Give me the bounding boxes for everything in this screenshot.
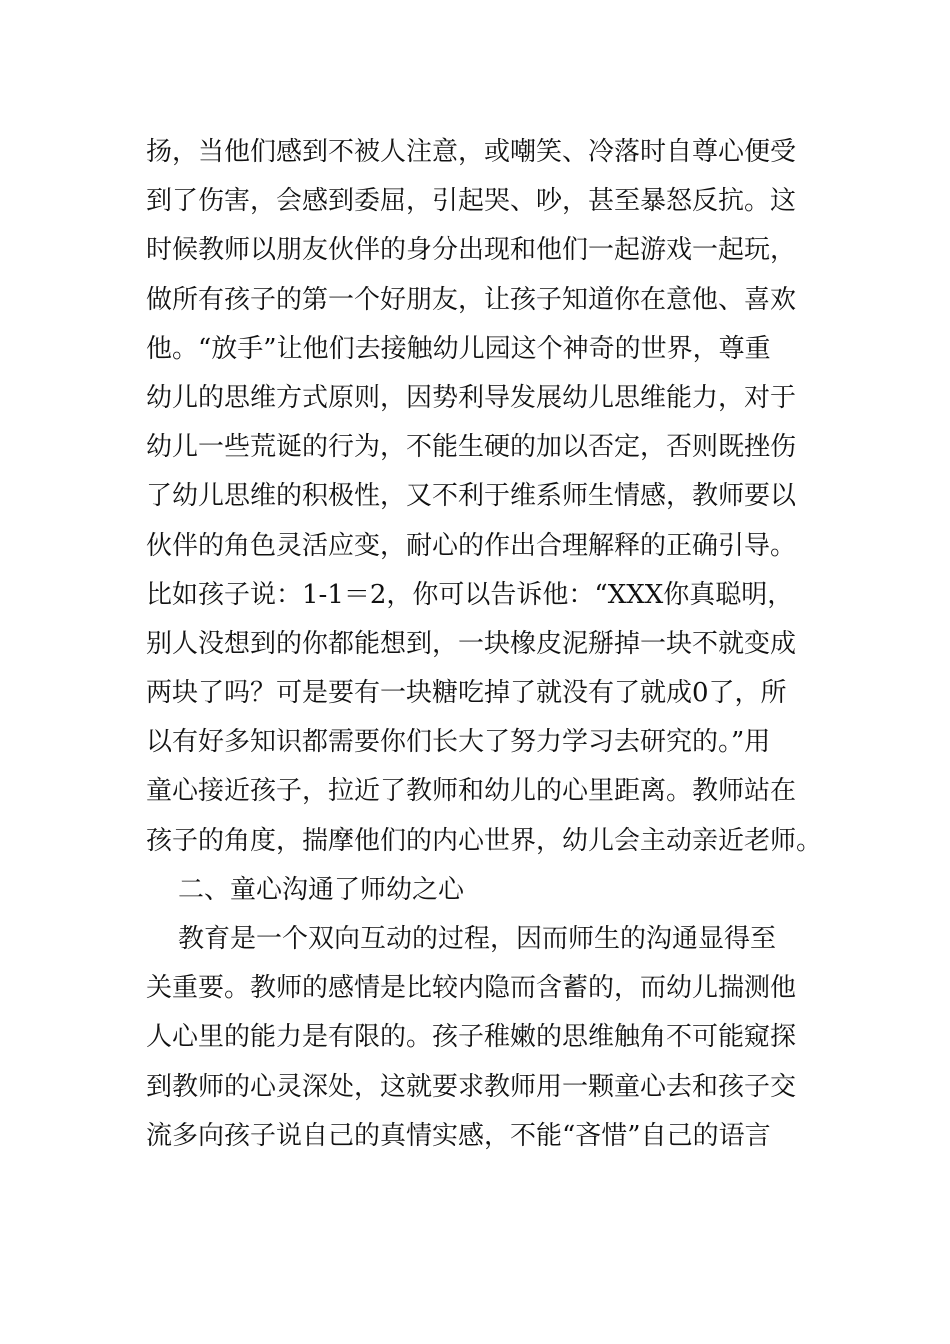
body-line-3: 时候教师以朋友伙伴的身分出现和他们一起游戏一起玩， (146, 235, 797, 266)
body-line-1: 扬，当他们感到不被人注意，或嘲笑、冷落时自尊心便受 (146, 137, 797, 167)
body-line-7: 幼儿一些荒诞的行为，不能生硬的加以否定，否则既挫伤 (146, 432, 797, 463)
body-line-12: 两块了吗？可是要有一块糖吃掉了就没有了就成0了，所 (146, 678, 787, 709)
body-line-19: 人心里的能力是有限的。孩子稚嫩的思维触角不可能窥探 (146, 1022, 797, 1053)
body-line-9: 伙伴的角色灵活应变，耐心的作出合理解释的正确引导。 (146, 530, 797, 561)
body-line-2: 到了伤害，会感到委屈，引起哭、吵，甚至暴怒反抗。这 (146, 186, 797, 217)
body-line-10: 比如孩子说：1-1＝2，你可以告诉他：“XXX你真聪明， (146, 579, 794, 610)
body-line-4: 做所有孩子的第一个好朋友，让孩子知道你在意他、喜欢 (146, 284, 797, 315)
body-line-20: 到教师的心灵深处，这就要求教师用一颗童心去和孩子交 (146, 1071, 797, 1102)
document-body (146, 128, 826, 1161)
body-line-18: 关重要。教师的感情是比较内隐而含蓄的，而幼儿揣测他 (146, 973, 797, 1004)
body-line-14: 童心接近孩子，拉近了教师和幼儿的心里距离。教师站在 (146, 776, 797, 807)
body-line-13: 以有好多知识都需要你们长大了努力学习去研究的。”用 (146, 727, 771, 758)
body-line-11: 别人没想到的你都能想到，一块橡皮泥掰掉一块不就变成 (146, 628, 797, 659)
paragraph-first-line: 教育是一个双向互动的过程，因而师生的沟通显得至 (178, 924, 777, 954)
section-heading: 二、童心沟通了师幼之心 (178, 874, 465, 905)
body-line-15: 孩子的角度，揣摩他们的内心世界，幼儿会主动亲近老师。 (146, 825, 823, 856)
body-line-5: 他。“放手”让他们去接触幼儿园这个神奇的世界，尊重 (146, 333, 771, 364)
body-line-21: 流多向孩子说自己的真情实感，不能“吝惜”自己的语言 (146, 1120, 771, 1151)
body-line-8: 了幼儿思维的积极性，又不利于维系师生情感，教师要以 (146, 481, 797, 512)
body-line-6: 幼儿的思维方式原则，因势利导发展幼儿思维能力，对于 (146, 382, 797, 413)
